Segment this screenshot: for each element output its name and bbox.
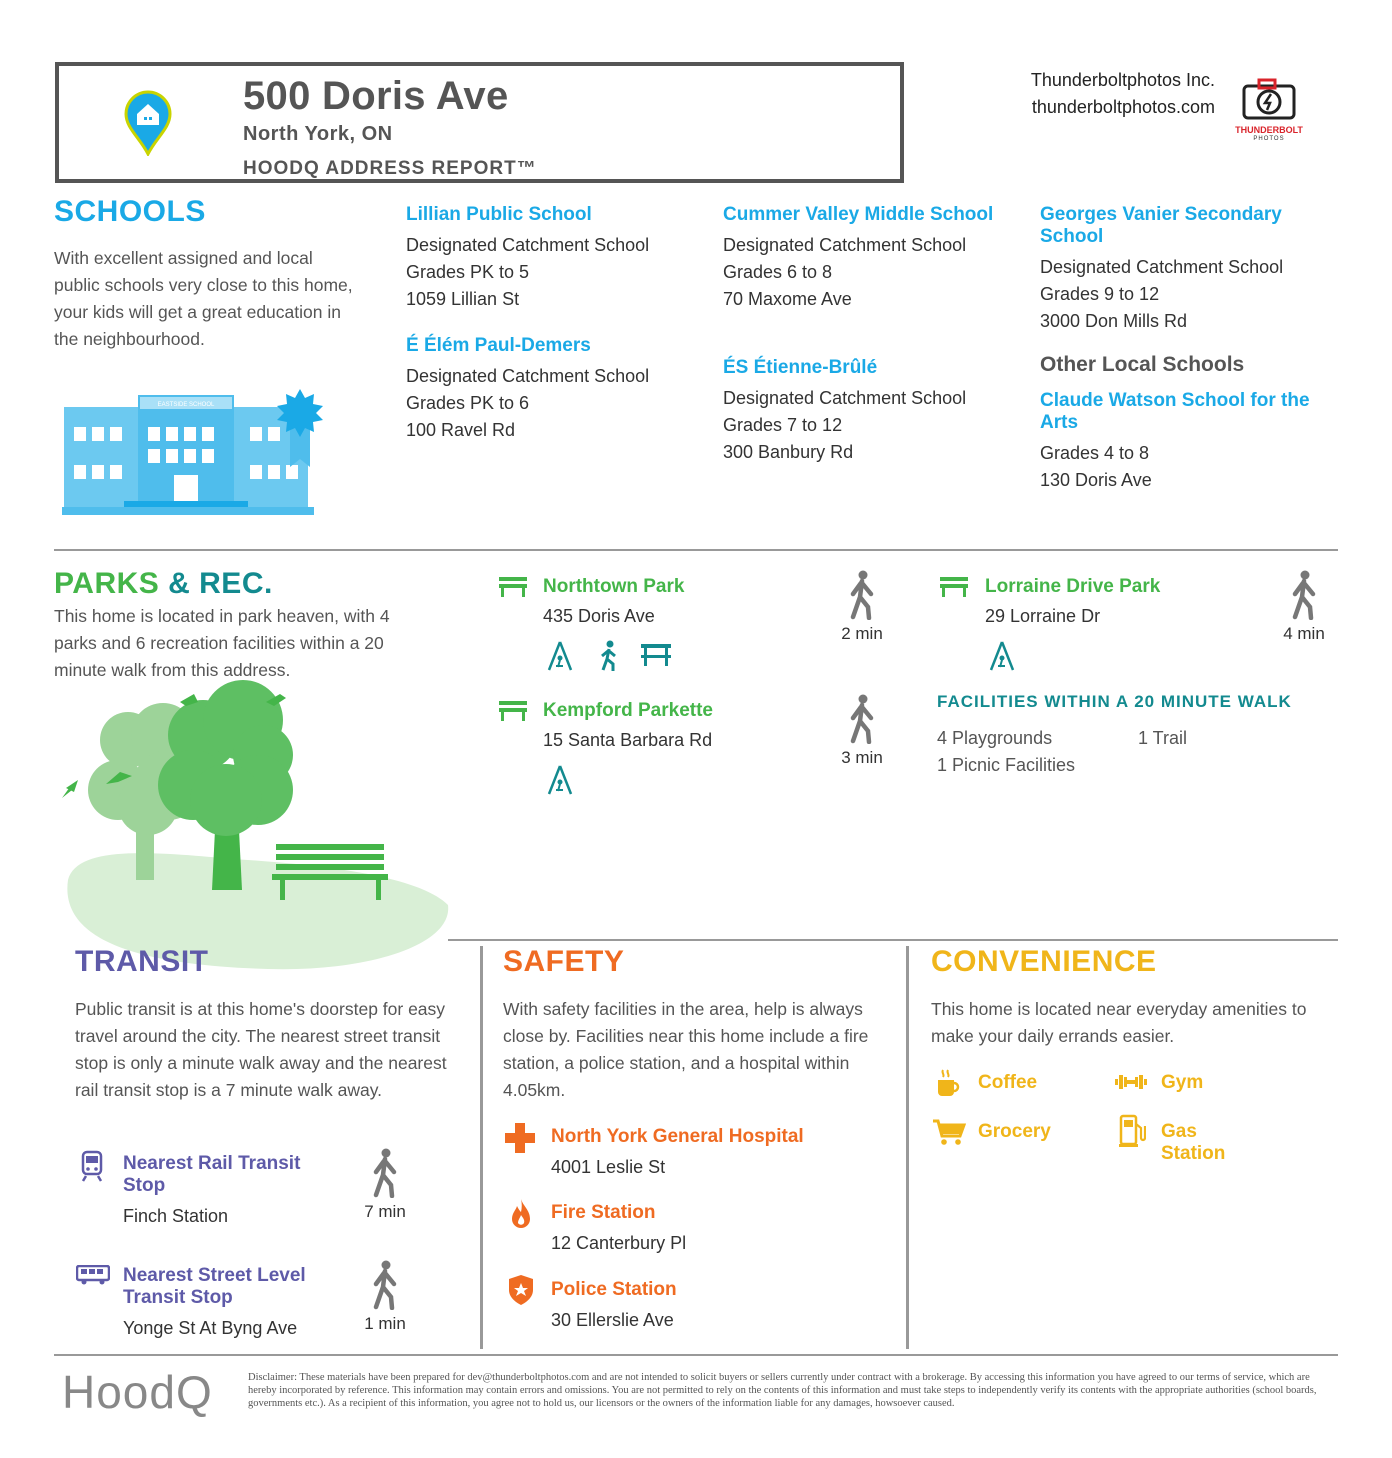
school-type: Designated Catchment School (406, 235, 650, 255)
convenience-gym[interactable]: Gym (1161, 1072, 1204, 1093)
grocery-cart-icon (932, 1118, 966, 1146)
police-station (551, 1279, 871, 1334)
walk-time-label: 2 min (841, 624, 883, 643)
hospital-cross-icon (504, 1122, 536, 1154)
walk-time-label: 4 min (1283, 624, 1325, 643)
safety-description: With safety facilities in the area, help is always close by. Facilities near this home include a fire station, a police station, and a hospital within 4.05km. (503, 999, 869, 1100)
rail-transit (123, 1153, 343, 1230)
hospital-address: 4001 Leslie St (551, 1157, 666, 1177)
school-name[interactable]: Georges Vanier Secondary School (1040, 204, 1282, 247)
school-name[interactable]: Claude Watson School for the Arts (1040, 390, 1310, 433)
schools-description: With excellent assigned and local public schools very close to this home, your kids will get a great education in the neighbourhood. (54, 248, 353, 349)
brand-name: Thunderboltphotos Inc. (1030, 70, 1215, 90)
fire-station-address: 12 Canterbury Pl (551, 1233, 687, 1253)
school-type: Designated Catchment School (1040, 257, 1284, 277)
park-address: 435 Doris Ave (543, 606, 655, 626)
school-card (1040, 204, 1330, 335)
park-name[interactable]: Kempford Parkette (543, 700, 713, 721)
walking-person-icon (370, 1148, 400, 1198)
park-card (543, 700, 823, 754)
report-label: HOODQ ADDRESS REPORT™ (243, 158, 537, 179)
school-card (406, 204, 696, 313)
walking-person-icon (1289, 570, 1319, 620)
brand-url[interactable]: thunderboltphotos.com (1031, 97, 1215, 117)
hospital (551, 1126, 871, 1181)
school-type: Designated Catchment School (723, 235, 967, 255)
home-pin-icon (122, 88, 174, 156)
school-grades: Grades 7 to 12 (723, 415, 843, 435)
school-address: 70 Maxome Ave (723, 289, 852, 309)
schools-title: SCHOOLS (54, 195, 206, 228)
school-grades: Grades PK to 6 (406, 393, 530, 413)
parks-description: This home is located in park heaven, with 4 parks and 6 recreation facilities within a 20 minute walk from this address. (54, 606, 390, 680)
school-type: Designated Catchment School (406, 366, 650, 386)
park-name[interactable]: Lorraine Drive Park (985, 576, 1161, 597)
street-transit-name: Yonge St At Byng Ave (123, 1318, 298, 1338)
school-address: 3000 Don Mills Rd (1040, 311, 1188, 331)
transit-title: TRANSIT (75, 945, 209, 978)
fire-icon (510, 1198, 532, 1230)
trail-icon (598, 640, 620, 672)
address-city: North York, ON (243, 123, 393, 145)
street-transit (123, 1265, 353, 1342)
facilities-heading: FACILITIES WITHIN A 20 MINUTE WALK (937, 692, 1292, 711)
camera-icon (1241, 76, 1297, 120)
police-station-label[interactable]: Police Station (551, 1279, 677, 1300)
school-building-illustration (58, 385, 338, 520)
park-card (543, 576, 823, 630)
address-title: 500 Doris Ave (243, 74, 509, 118)
divider (54, 1354, 1338, 1356)
convenience-grocery[interactable]: Grocery (978, 1121, 1051, 1142)
picnic-icon (640, 642, 672, 668)
other-schools-heading: Other Local Schools (1040, 353, 1245, 376)
divider (448, 939, 1338, 941)
convenience-coffee[interactable]: Coffee (978, 1072, 1038, 1093)
convenience-description: This home is located near everyday amenities to make your daily errands easier. (931, 999, 1307, 1046)
school-name[interactable]: Lillian Public School (406, 204, 592, 225)
school-name[interactable]: É Élém Paul-Demers (406, 335, 591, 356)
fire-station-label[interactable]: Fire Station (551, 1202, 656, 1223)
school-name[interactable]: ÉS Étienne-Brûlé (723, 357, 878, 378)
facility-item: 1 Picnic Facilities (937, 755, 1076, 775)
school-card (1040, 390, 1330, 494)
safety-title: SAFETY (503, 945, 625, 978)
walk-time (830, 570, 894, 644)
park-address: 15 Santa Barbara Rd (543, 730, 713, 750)
police-station-address: 30 Ellerslie Ave (551, 1310, 674, 1330)
school-card (723, 357, 1013, 466)
school-name[interactable]: Cummer Valley Middle School (723, 204, 994, 225)
playground-icon (546, 640, 574, 672)
convenience-title: CONVENIENCE (931, 945, 1157, 978)
playground-icon (546, 764, 574, 796)
parks-title (54, 567, 273, 601)
bench-icon (939, 576, 969, 598)
walk-time (353, 1260, 417, 1334)
playground-icon (988, 640, 1016, 672)
walk-time-label: 1 min (364, 1314, 406, 1333)
school-grades: Grades 4 to 8 (1040, 443, 1150, 463)
school-address: 100 Ravel Rd (406, 420, 516, 440)
school-card (723, 204, 1003, 313)
facility-item: 4 Playgrounds (937, 728, 1053, 748)
rail-transit-name: Finch Station (123, 1206, 229, 1226)
column-divider (480, 946, 483, 1349)
bench-icon (498, 700, 528, 722)
brand-logo-text: THUNDERBOLT (1235, 125, 1303, 135)
brand-logo-sub: PHOTOS (1253, 136, 1285, 142)
column-divider (906, 946, 909, 1349)
bench-icon (498, 576, 528, 598)
park-card (985, 576, 1265, 630)
school-sign: EASTSIDE SCHOOL (157, 402, 215, 408)
train-icon (80, 1150, 104, 1182)
fire-station (551, 1202, 871, 1257)
school-grades: Grades PK to 5 (406, 262, 530, 282)
parks-title-b: & REC. (168, 567, 273, 600)
walk-time (1272, 570, 1336, 644)
school-address: 130 Doris Ave (1040, 470, 1152, 490)
bus-icon (76, 1265, 110, 1285)
walking-person-icon (847, 694, 877, 744)
school-card (406, 335, 696, 444)
police-shield-icon (508, 1274, 534, 1306)
disclaimer: Disclaimer: These materials have been prepared for dev@thunderboltphotos.com and are not intended to solicit buyers or sellers currently under contract with a brokerage. By accessing this information you have agreed to our terms of service, which are hereby incorporated by reference. This information may contain errors and omissions. You are not permitted to rely on the contents of this information and must take steps to independently verify its contents with the appropriate authorities (school boards, governments etc.). As a recipient of this information, you agree not to hold us, our licensors or the owners of the information liable for any damages, howsoever caused. (248, 1372, 1317, 1409)
park-illustration (58, 680, 453, 970)
coffee-cup-icon (934, 1068, 962, 1098)
transit-description: Public transit is at this home's doorstep for easy travel around the city. The nearest street transit stop is only a minute walk away and the nearest rail transit stop is a 7 minute walk away. (75, 999, 447, 1100)
school-grades: Grades 6 to 8 (723, 262, 833, 282)
gas-pump-icon (1118, 1114, 1146, 1148)
parks-title-a: PARKS (54, 567, 160, 600)
park-address: 29 Lorraine Dr (985, 606, 1101, 626)
street-transit-label[interactable]: Nearest Street Level Transit Stop (123, 1265, 306, 1308)
school-address: 1059 Lillian St (406, 289, 520, 309)
brand-logo (1228, 76, 1310, 143)
rail-transit-label[interactable]: Nearest Rail Transit Stop (123, 1153, 301, 1196)
walk-time (830, 694, 894, 768)
walk-time-label: 3 min (841, 748, 883, 767)
walking-person-icon (370, 1260, 400, 1310)
divider (54, 549, 1338, 551)
hoodq-logo: HoodQ (62, 1366, 213, 1418)
facility-item: 1 Trail (1138, 728, 1188, 748)
walking-person-icon (847, 570, 877, 620)
school-address: 300 Banbury Rd (723, 442, 854, 462)
school-type: Designated Catchment School (723, 388, 967, 408)
walk-time-label: 7 min (364, 1202, 406, 1221)
gym-dumbbell-icon (1114, 1072, 1148, 1092)
school-grades: Grades 9 to 12 (1040, 284, 1160, 304)
park-name[interactable]: Northtown Park (543, 576, 685, 597)
convenience-gas-station[interactable]: Gas Station (1161, 1121, 1226, 1164)
hospital-label[interactable]: North York General Hospital (551, 1126, 804, 1147)
walk-time (353, 1148, 417, 1222)
